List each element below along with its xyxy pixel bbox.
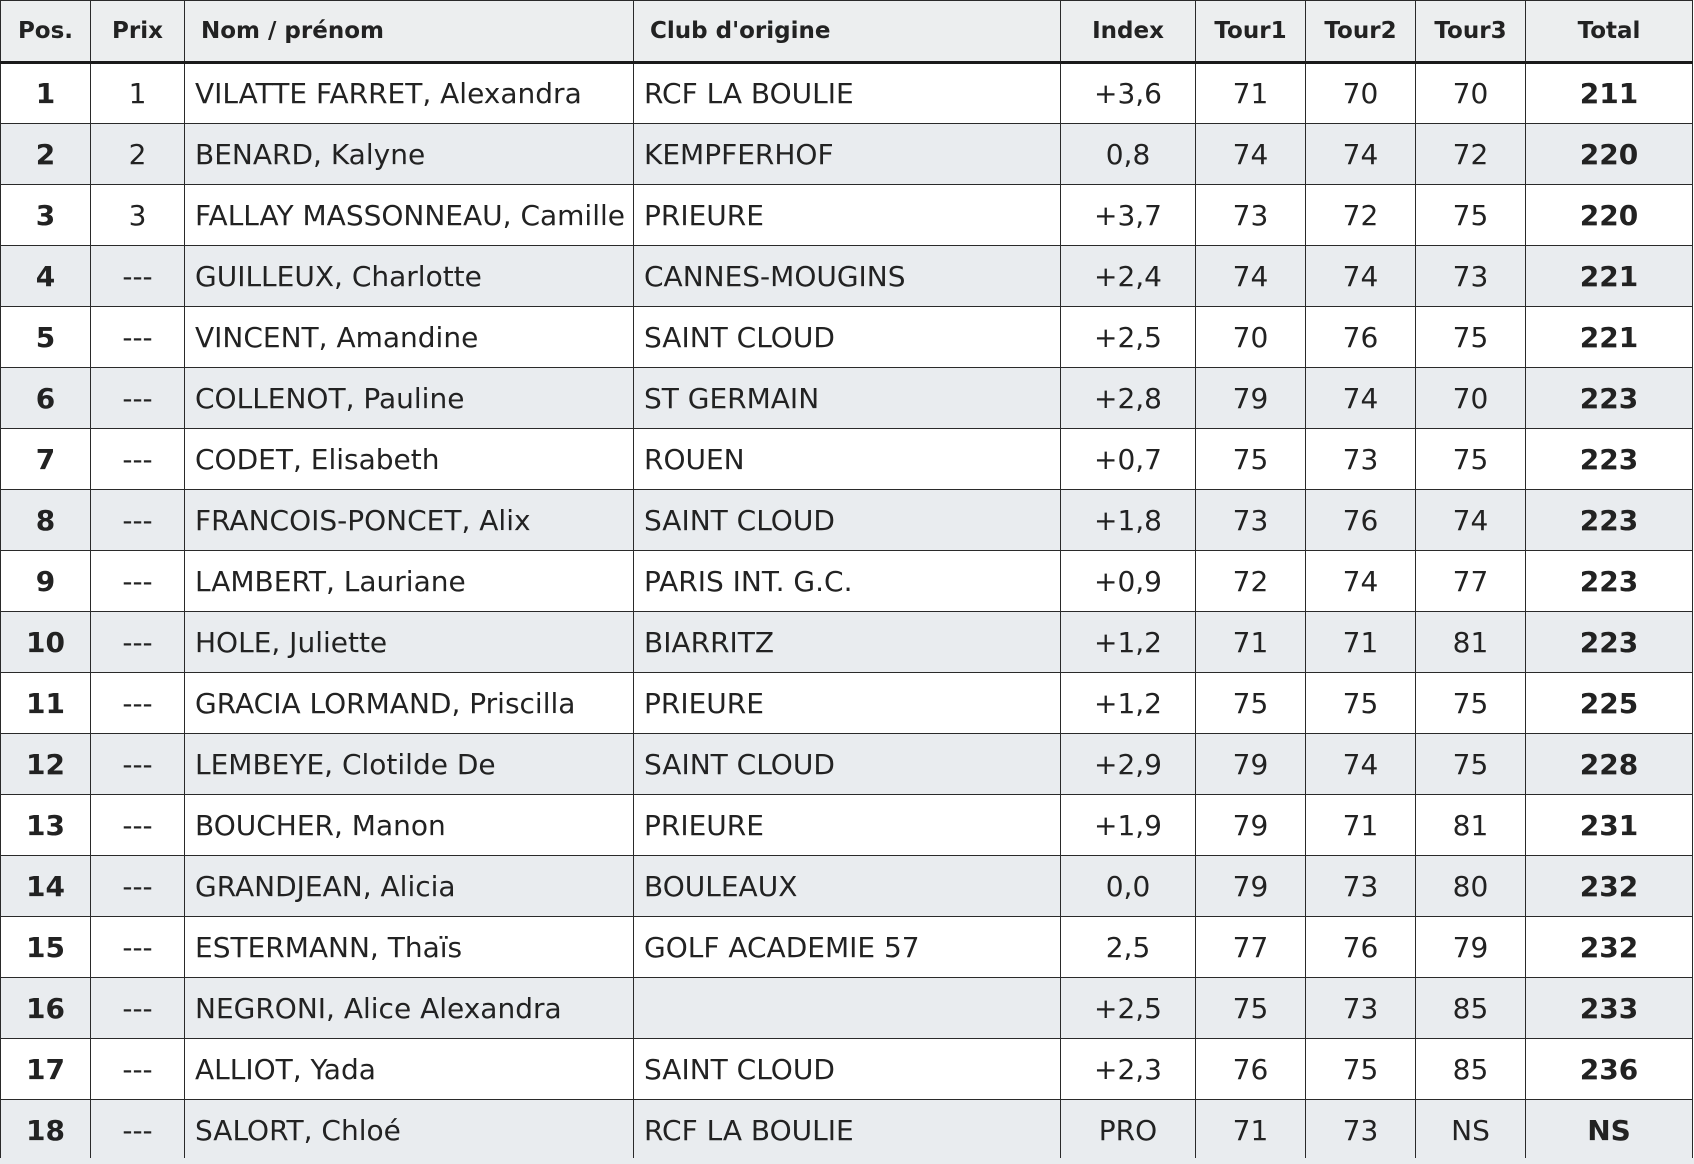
cell-prix: --- <box>91 1039 185 1100</box>
cell-prix: --- <box>91 978 185 1039</box>
cell-total: 211 <box>1526 63 1693 124</box>
table-row <box>1 795 1693 856</box>
cell-tour1: 74 <box>1196 246 1306 307</box>
cell-nom: CODET, Elisabeth <box>185 429 634 490</box>
cell-pos: 9 <box>1 551 91 612</box>
cell-pos: 1 <box>1 63 91 124</box>
cell-total: 228 <box>1526 734 1693 795</box>
cell-prix: --- <box>91 1100 185 1161</box>
cell-club: PRIEURE <box>634 795 1061 856</box>
cell-nom: VINCENT, Amandine <box>185 307 634 368</box>
cell-club: SAINT CLOUD <box>634 307 1061 368</box>
cell-prix: --- <box>91 307 185 368</box>
table-body <box>1 63 1693 1161</box>
cell-tour2: 74 <box>1306 246 1416 307</box>
cell-tour3: 70 <box>1416 63 1526 124</box>
cell-tour3: 81 <box>1416 795 1526 856</box>
cell-club: BIARRITZ <box>634 612 1061 673</box>
cell-tour2: 71 <box>1306 795 1416 856</box>
cell-total: 223 <box>1526 368 1693 429</box>
cell-club: SAINT CLOUD <box>634 734 1061 795</box>
cell-nom: SALORT, Chloé <box>185 1100 634 1161</box>
cell-total: 220 <box>1526 185 1693 246</box>
cell-pos: 13 <box>1 795 91 856</box>
cell-tour2: 73 <box>1306 978 1416 1039</box>
cell-tour3: 74 <box>1416 490 1526 551</box>
cell-club <box>634 978 1061 1039</box>
cell-pos: 18 <box>1 1100 91 1161</box>
table-row <box>1 368 1693 429</box>
cell-nom: BOUCHER, Manon <box>185 795 634 856</box>
cell-tour2: 74 <box>1306 124 1416 185</box>
cell-index: +2,8 <box>1061 368 1196 429</box>
cell-pos: 12 <box>1 734 91 795</box>
cell-index: +1,9 <box>1061 795 1196 856</box>
cell-tour1: 75 <box>1196 673 1306 734</box>
cell-tour1: 75 <box>1196 978 1306 1039</box>
cell-index: +2,5 <box>1061 978 1196 1039</box>
cell-pos: 10 <box>1 612 91 673</box>
cell-prix: --- <box>91 246 185 307</box>
table-row <box>1 63 1693 124</box>
cell-tour1: 74 <box>1196 124 1306 185</box>
cell-index: +2,5 <box>1061 307 1196 368</box>
cell-tour1: 75 <box>1196 429 1306 490</box>
cell-tour3: 75 <box>1416 185 1526 246</box>
cell-total: 231 <box>1526 795 1693 856</box>
cell-prix: --- <box>91 612 185 673</box>
cell-pos: 16 <box>1 978 91 1039</box>
cell-club: ROUEN <box>634 429 1061 490</box>
cell-tour3: 75 <box>1416 673 1526 734</box>
cell-tour1: 79 <box>1196 368 1306 429</box>
cell-nom: LEMBEYE, Clotilde De <box>185 734 634 795</box>
cell-tour2: 70 <box>1306 63 1416 124</box>
table-row <box>1 673 1693 734</box>
header-club: Club d'origine <box>634 1 1061 63</box>
cell-nom: ESTERMANN, Thaïs <box>185 917 634 978</box>
header-prix: Prix <box>91 1 185 63</box>
cell-tour3: 81 <box>1416 612 1526 673</box>
cell-tour3: 75 <box>1416 307 1526 368</box>
cell-nom: LAMBERT, Lauriane <box>185 551 634 612</box>
table-row <box>1 917 1693 978</box>
cell-club: PRIEURE <box>634 185 1061 246</box>
cell-club: CANNES-MOUGINS <box>634 246 1061 307</box>
cell-total: 232 <box>1526 856 1693 917</box>
cell-pos: 5 <box>1 307 91 368</box>
table-row <box>1 490 1693 551</box>
cell-pos: 3 <box>1 185 91 246</box>
cell-tour2: 76 <box>1306 307 1416 368</box>
cell-index: +3,6 <box>1061 63 1196 124</box>
cell-tour1: 71 <box>1196 1100 1306 1161</box>
cell-total: 221 <box>1526 307 1693 368</box>
table-header <box>1 1 1693 63</box>
table-row <box>1 185 1693 246</box>
cell-prix: --- <box>91 368 185 429</box>
table-row <box>1 307 1693 368</box>
cell-pos: 11 <box>1 673 91 734</box>
cell-tour2: 75 <box>1306 1039 1416 1100</box>
cell-nom: VILATTE FARRET, Alexandra <box>185 63 634 124</box>
cell-index: +3,7 <box>1061 185 1196 246</box>
cell-total: 223 <box>1526 490 1693 551</box>
cell-nom: GRACIA LORMAND, Priscilla <box>185 673 634 734</box>
cell-tour1: 70 <box>1196 307 1306 368</box>
table-row <box>1 734 1693 795</box>
cell-prix: 3 <box>91 185 185 246</box>
cell-total: 236 <box>1526 1039 1693 1100</box>
cell-pos: 2 <box>1 124 91 185</box>
cell-index: +2,3 <box>1061 1039 1196 1100</box>
cell-tour1: 71 <box>1196 63 1306 124</box>
header-pos: Pos. <box>1 1 91 63</box>
cell-club: KEMPFERHOF <box>634 124 1061 185</box>
header-row <box>1 1 1693 63</box>
cell-total: 225 <box>1526 673 1693 734</box>
cell-tour2: 74 <box>1306 551 1416 612</box>
cell-club: PARIS INT. G.C. <box>634 551 1061 612</box>
cell-club: ST GERMAIN <box>634 368 1061 429</box>
cell-pos: 8 <box>1 490 91 551</box>
cell-tour3: 80 <box>1416 856 1526 917</box>
cell-tour1: 76 <box>1196 1039 1306 1100</box>
cell-pos: 7 <box>1 429 91 490</box>
table-row <box>1 612 1693 673</box>
table-row <box>1 551 1693 612</box>
cell-tour1: 79 <box>1196 795 1306 856</box>
cell-club: PRIEURE <box>634 673 1061 734</box>
cell-index: +1,8 <box>1061 490 1196 551</box>
cell-total: NS <box>1526 1100 1693 1161</box>
cell-prix: --- <box>91 490 185 551</box>
cell-pos: 15 <box>1 917 91 978</box>
cell-index: +0,7 <box>1061 429 1196 490</box>
cell-nom: COLLENOT, Pauline <box>185 368 634 429</box>
cell-tour1: 77 <box>1196 917 1306 978</box>
cell-total: 220 <box>1526 124 1693 185</box>
cell-nom: GUILLEUX, Charlotte <box>185 246 634 307</box>
cell-index: +1,2 <box>1061 612 1196 673</box>
header-nom: Nom / prénom <box>185 1 634 63</box>
table-row <box>1 1100 1693 1161</box>
cell-tour2: 71 <box>1306 612 1416 673</box>
cell-nom: FALLAY MASSONNEAU, Camille <box>185 185 634 246</box>
cell-tour3: 85 <box>1416 1039 1526 1100</box>
cell-prix: --- <box>91 673 185 734</box>
cell-tour2: 72 <box>1306 185 1416 246</box>
cell-club: RCF LA BOULIE <box>634 63 1061 124</box>
cell-nom: FRANCOIS-PONCET, Alix <box>185 490 634 551</box>
cell-tour1: 79 <box>1196 734 1306 795</box>
cell-tour2: 76 <box>1306 917 1416 978</box>
cell-total: 232 <box>1526 917 1693 978</box>
cell-club: SAINT CLOUD <box>634 1039 1061 1100</box>
cell-prix: 2 <box>91 124 185 185</box>
cell-tour3: 75 <box>1416 429 1526 490</box>
cell-index: +2,4 <box>1061 246 1196 307</box>
cell-index: 2,5 <box>1061 917 1196 978</box>
cell-tour2: 73 <box>1306 429 1416 490</box>
cell-tour1: 71 <box>1196 612 1306 673</box>
cell-nom: HOLE, Juliette <box>185 612 634 673</box>
cell-tour3: NS <box>1416 1100 1526 1161</box>
table-row <box>1 124 1693 185</box>
cell-prix: --- <box>91 917 185 978</box>
cell-index: 0,0 <box>1061 856 1196 917</box>
cell-tour3: 79 <box>1416 917 1526 978</box>
cell-index: 0,8 <box>1061 124 1196 185</box>
cell-tour3: 73 <box>1416 246 1526 307</box>
cell-tour3: 77 <box>1416 551 1526 612</box>
cell-tour2: 74 <box>1306 368 1416 429</box>
table-row <box>1 1039 1693 1100</box>
cell-total: 233 <box>1526 978 1693 1039</box>
cell-total: 223 <box>1526 612 1693 673</box>
cell-tour3: 85 <box>1416 978 1526 1039</box>
cell-club: GOLF ACADEMIE 57 <box>634 917 1061 978</box>
cell-tour2: 74 <box>1306 734 1416 795</box>
cell-tour2: 73 <box>1306 856 1416 917</box>
cell-index: PRO <box>1061 1100 1196 1161</box>
header-tour3: Tour3 <box>1416 1 1526 63</box>
header-tour2: Tour2 <box>1306 1 1416 63</box>
cell-tour3: 75 <box>1416 734 1526 795</box>
cell-nom: ALLIOT, Yada <box>185 1039 634 1100</box>
table-row <box>1 978 1693 1039</box>
cell-index: +0,9 <box>1061 551 1196 612</box>
cell-club: RCF LA BOULIE <box>634 1100 1061 1161</box>
cell-total: 221 <box>1526 246 1693 307</box>
header-total: Total <box>1526 1 1693 63</box>
cell-tour1: 73 <box>1196 490 1306 551</box>
cell-tour1: 79 <box>1196 856 1306 917</box>
cell-tour1: 72 <box>1196 551 1306 612</box>
cell-prix: --- <box>91 429 185 490</box>
table-row <box>1 429 1693 490</box>
cell-club: BOULEAUX <box>634 856 1061 917</box>
cell-pos: 14 <box>1 856 91 917</box>
cell-index: +2,9 <box>1061 734 1196 795</box>
cell-prix: --- <box>91 795 185 856</box>
cell-total: 223 <box>1526 551 1693 612</box>
cell-prix: --- <box>91 551 185 612</box>
cell-tour2: 76 <box>1306 490 1416 551</box>
bottom-strip <box>0 1158 1694 1164</box>
cell-pos: 4 <box>1 246 91 307</box>
cell-prix: 1 <box>91 63 185 124</box>
cell-pos: 17 <box>1 1039 91 1100</box>
cell-club: SAINT CLOUD <box>634 490 1061 551</box>
cell-tour1: 73 <box>1196 185 1306 246</box>
table-row <box>1 246 1693 307</box>
cell-index: +1,2 <box>1061 673 1196 734</box>
cell-total: 223 <box>1526 429 1693 490</box>
cell-tour3: 70 <box>1416 368 1526 429</box>
cell-pos: 6 <box>1 368 91 429</box>
cell-prix: --- <box>91 856 185 917</box>
cell-nom: NEGRONI, Alice Alexandra <box>185 978 634 1039</box>
table-row <box>1 856 1693 917</box>
cell-prix: --- <box>91 734 185 795</box>
header-tour1: Tour1 <box>1196 1 1306 63</box>
cell-nom: GRANDJEAN, Alicia <box>185 856 634 917</box>
header-index: Index <box>1061 1 1196 63</box>
cell-tour2: 75 <box>1306 673 1416 734</box>
cell-nom: BENARD, Kalyne <box>185 124 634 185</box>
cell-tour2: 73 <box>1306 1100 1416 1161</box>
cell-tour3: 72 <box>1416 124 1526 185</box>
